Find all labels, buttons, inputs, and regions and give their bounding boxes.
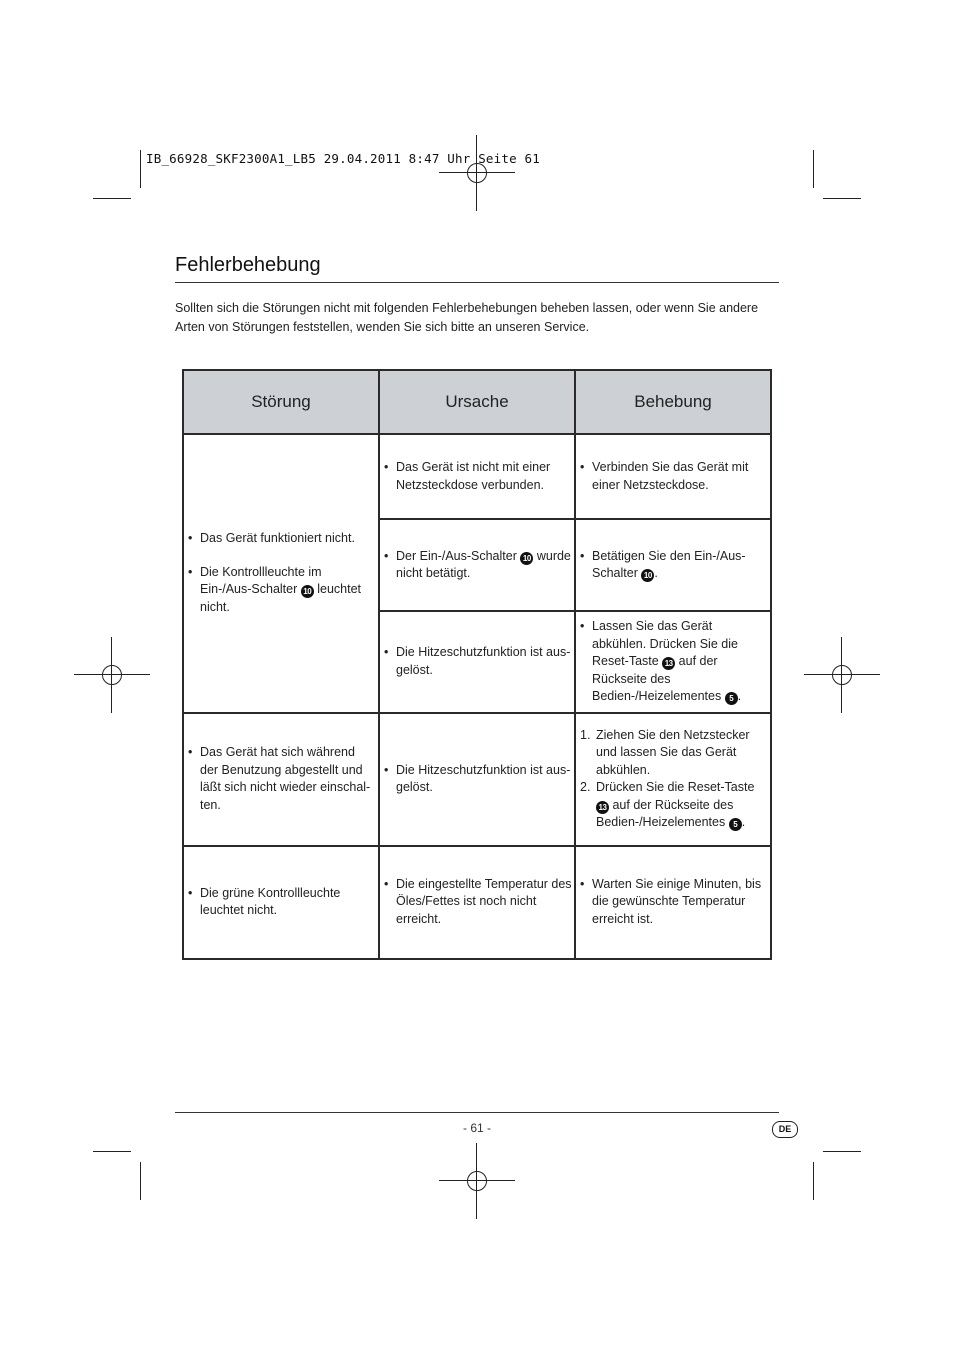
list-item: • Das Gerät hat sich während der Benutzung abgestellt und läßt sich nicht wieder einschal-ten. — [188, 744, 376, 814]
list-item: • Die Hitzeschutzfunktion ist aus-gelöst. — [384, 762, 572, 797]
behebung-cell — [575, 611, 771, 713]
crop-mark — [823, 1151, 861, 1152]
intro-paragraph: Sollten sich die Störungen nicht mit folgenden Fehlerbehebungen beheben lassen, oder wenn Sie andere Arten von Störungen feststellen, wenden Sie sich bitte an unseren Service. — [175, 301, 759, 334]
registration-mark-right — [804, 637, 880, 713]
ursache-cell — [379, 846, 575, 959]
page-number: - 61 - — [462, 1121, 491, 1135]
crop-mark — [813, 1162, 814, 1200]
number-10-icon: 10 — [520, 552, 533, 565]
list-item: • Die Kontrollleuchte im Ein-/Aus-Schalter 10 leuchtet nicht. — [188, 564, 376, 617]
list-item: • Warten Sie einige Minuten, bis die gewünschte Temperatur erreicht ist. — [580, 876, 768, 929]
behebung-cell — [575, 434, 771, 519]
list-item: • Das Gerät funktioniert nicht. — [188, 530, 376, 548]
list-item: • Die Hitzeschutzfunktion ist aus-gelöst. — [384, 644, 572, 679]
crop-mark — [93, 1151, 131, 1152]
stoerung-cell — [183, 434, 379, 713]
troubleshooting-table — [182, 369, 772, 960]
registration-mark-left — [74, 637, 150, 713]
crop-mark — [93, 198, 131, 199]
crop-mark — [823, 198, 861, 199]
ursache-cell — [379, 611, 575, 713]
stoerung-cell — [183, 713, 379, 846]
registration-mark-top — [439, 135, 515, 211]
header-ursache: Ursache — [379, 370, 575, 434]
language-badge: DE — [772, 1121, 798, 1138]
number-13-icon: 13 — [596, 801, 609, 814]
registration-mark-bottom — [439, 1143, 515, 1219]
header-stoerung: Störung — [183, 370, 379, 434]
number-10-icon: 10 — [641, 569, 654, 582]
behebung-cell — [575, 519, 771, 611]
table-row — [183, 434, 771, 519]
number-10-icon: 10 — [301, 585, 314, 598]
footer-divider — [175, 1112, 779, 1113]
behebung-cell — [575, 846, 771, 959]
list-item: 1 . Ziehen Sie den Netzstecker und lassen Sie das Gerät abkühlen. — [580, 727, 768, 780]
table-row — [183, 846, 771, 959]
behebung-steps — [580, 727, 768, 832]
print-slug-line: IB_66928_SKF2300A1_LB5 29.04.2011 8:47 Uhr Seite 61 — [146, 151, 541, 166]
ursache-cell — [379, 519, 575, 611]
title-divider — [175, 282, 779, 283]
crop-mark — [140, 1162, 141, 1200]
ursache-cell — [379, 434, 575, 519]
list-item: • Lassen Sie das Gerät abkühlen. Drücken Sie die Reset-Taste 13 auf der Rückseite des Bedien-/Heizelementes 5 . — [580, 618, 768, 706]
list-item: • Das Gerät ist nicht mit einer Netzsteckdose verbunden. — [384, 459, 572, 494]
header-behebung: Behebung — [575, 370, 771, 434]
page-title: Fehlerbehebung — [175, 254, 321, 276]
ursache-cell — [379, 713, 575, 846]
number-5-icon: 5 — [729, 818, 742, 831]
stoerung-cell — [183, 846, 379, 959]
number-5-icon: 5 — [725, 692, 738, 705]
crop-mark — [140, 150, 141, 188]
list-item: 2 . Drücken Sie die Reset-Taste 13 auf der Rückseite des Bedien-/Heizelementes 5 . — [580, 779, 768, 832]
list-item: • Betätigen Sie den Ein-/Aus-Schalter 10 . — [580, 548, 768, 583]
list-item: • Der Ein-/Aus-Schalter 10 wurde nicht betätigt. — [384, 548, 572, 583]
table-row — [183, 713, 771, 846]
number-13-icon: 13 — [662, 657, 675, 670]
list-item: • Die eingestellte Temperatur des Öles/Fettes ist noch nicht erreicht. — [384, 876, 572, 929]
list-item: • Verbinden Sie das Gerät mit einer Netzsteckdose. — [580, 459, 768, 494]
crop-mark — [813, 150, 814, 188]
table-header-row — [183, 370, 771, 434]
behebung-cell — [575, 713, 771, 846]
stoerung-list — [188, 530, 376, 616]
list-item: • Die grüne Kontrollleuchte leuchtet nicht. — [188, 885, 376, 920]
